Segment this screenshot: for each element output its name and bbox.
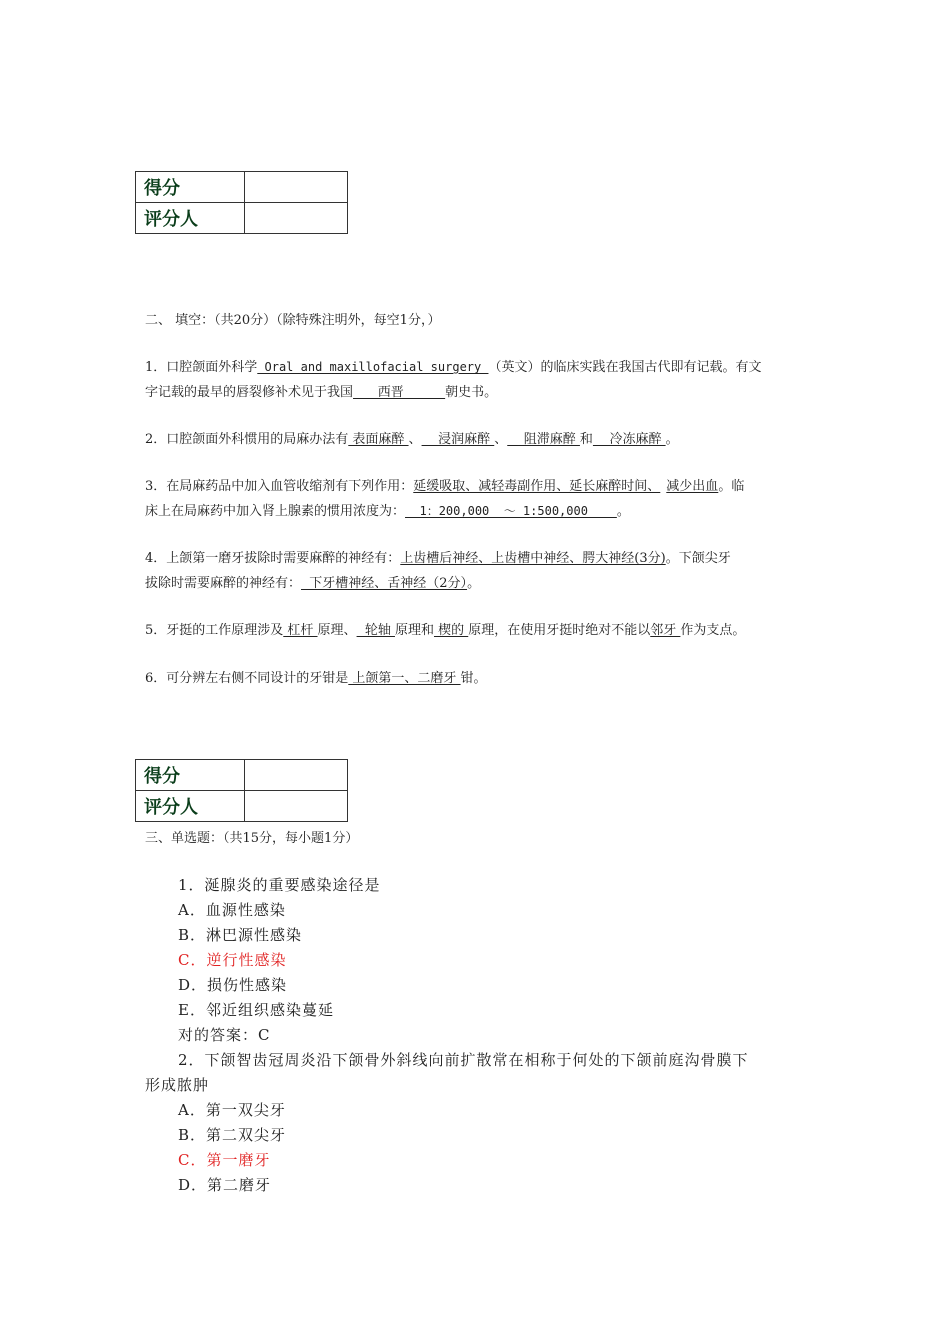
grader-label: 评分人	[136, 791, 245, 822]
section2-heading: 二、 填空：（共20分）（除特殊注明外，每空1分，）	[145, 313, 441, 328]
q2-text: 、	[408, 432, 422, 447]
answer-text: 对的答案：C	[178, 1026, 271, 1044]
q3-answer-3: 1：200,000 ～ 1:500,000	[405, 504, 617, 518]
q1-text: 朝史书。	[445, 385, 498, 400]
q2-text: 2．口腔颌面外科惯用的局麻办法有	[145, 432, 349, 447]
q3-answer-1: 延缓吸取、减轻毒副作用、延长麻醉时间、	[413, 479, 661, 494]
q5-answer-4: 邻牙	[650, 623, 681, 638]
mc-question-1	[178, 873, 381, 1048]
q6-text: 钳。	[460, 671, 487, 686]
option-d: D．第二磨牙	[178, 1176, 272, 1194]
q2-answer-4: 冷冻麻醉	[592, 432, 666, 447]
q5-answer-1: 杠杆	[283, 623, 318, 638]
q2-answer-3: 阻滞麻醉	[507, 432, 580, 447]
q5-text: 原理，在使用牙挺时绝对不能以	[468, 623, 651, 638]
q4-text: 4．上颌第一磨牙拔除时需要麻醉的神经有：	[145, 551, 401, 566]
q2-text: 。	[665, 432, 679, 447]
option-e: E．邻近组织感染蔓延	[178, 1001, 334, 1019]
grader-cell[interactable]	[245, 203, 348, 234]
fill-q5	[145, 618, 745, 643]
q1-text: 1．口腔颌面外科学	[145, 360, 258, 375]
q5-text: 原理和	[394, 623, 434, 638]
fill-q3	[145, 474, 744, 524]
grader-cell[interactable]	[245, 791, 348, 822]
score-cell[interactable]	[245, 172, 348, 203]
q2-answer-1: 表面麻醉	[348, 432, 409, 447]
q6-answer-1: 上颌第一、二磨牙	[348, 671, 461, 686]
q1-text: 字记载的最早的唇裂修补术见于我国	[145, 385, 354, 400]
q4-text: 。下颌尖牙	[665, 551, 731, 566]
q6-text: 6．可分辨左右侧不同设计的牙钳是	[145, 671, 349, 686]
q5-text: 作为支点。	[680, 623, 746, 638]
score-label: 得分	[136, 760, 245, 791]
q4-text: 。	[467, 576, 481, 591]
mc-question-2-options	[178, 1098, 286, 1198]
option-b: B．第二双尖牙	[178, 1126, 287, 1144]
q4-text: 拔除时需要麻醉的神经有：	[145, 576, 302, 591]
q3-text: 。	[616, 504, 630, 519]
q2-answer-2: 浸润麻醉	[421, 432, 495, 447]
mc-question-2-stem-cont: 形成脓肿	[145, 1076, 210, 1094]
q4-answer-2: 下牙槽神经、舌神经（2分）	[301, 576, 468, 591]
score-table-2	[135, 759, 348, 822]
q5-text: 5．牙挺的工作原理涉及	[145, 623, 284, 638]
fill-q2	[145, 427, 679, 452]
q1-text: （英文）的临床实践在我国古代即有记载。有文	[488, 360, 762, 375]
q3-text: 3．在局麻药品中加入血管收缩剂有下列作用：	[145, 479, 414, 494]
q1-answer-2: 西晋	[353, 385, 446, 400]
q2-text: 、	[494, 432, 508, 447]
q3-answer-2: 减少出血	[666, 479, 719, 494]
score-cell[interactable]	[245, 760, 348, 791]
q5-answer-2: 轮轴	[356, 623, 395, 638]
q1-answer-1: Oral and maxillofacial surgery	[257, 360, 489, 374]
option-d: D．损伤性感染	[178, 976, 288, 994]
score-table-1	[135, 171, 348, 234]
option-a: A．第一双尖牙	[178, 1101, 286, 1119]
mc-question-2-stem: 2．下颌智齿冠周炎沿下颌骨外斜线向前扩散常在相称于何处的下颌前庭沟骨膜下	[178, 1051, 749, 1069]
q4-answer-1: 上齿槽后神经、上齿槽中神经、腭大神经(3分)	[400, 551, 666, 566]
question-stem: 1．涎腺炎的重要感染途径是	[178, 876, 381, 894]
fill-q1	[145, 355, 761, 405]
fill-q4	[145, 546, 731, 596]
section3-heading: 三、单选题：（共15分，每小题1分）	[145, 831, 359, 846]
option-a: A．血源性感染	[178, 901, 286, 919]
q3-text: 床上在局麻药中加入肾上腺素的惯用浓度为：	[145, 504, 406, 519]
option-c-correct: C．第一磨牙	[178, 1151, 271, 1169]
option-b: B．淋巴源性感染	[178, 926, 303, 944]
option-c-correct: C．逆行性感染	[178, 951, 287, 969]
fill-q6	[145, 666, 487, 691]
grader-label: 评分人	[136, 203, 245, 234]
q5-text: 原理、	[317, 623, 357, 638]
score-label: 得分	[136, 172, 245, 203]
q3-text: 。临	[718, 479, 745, 494]
q2-text: 和	[579, 432, 593, 447]
q5-answer-3: 楔的	[433, 623, 469, 638]
